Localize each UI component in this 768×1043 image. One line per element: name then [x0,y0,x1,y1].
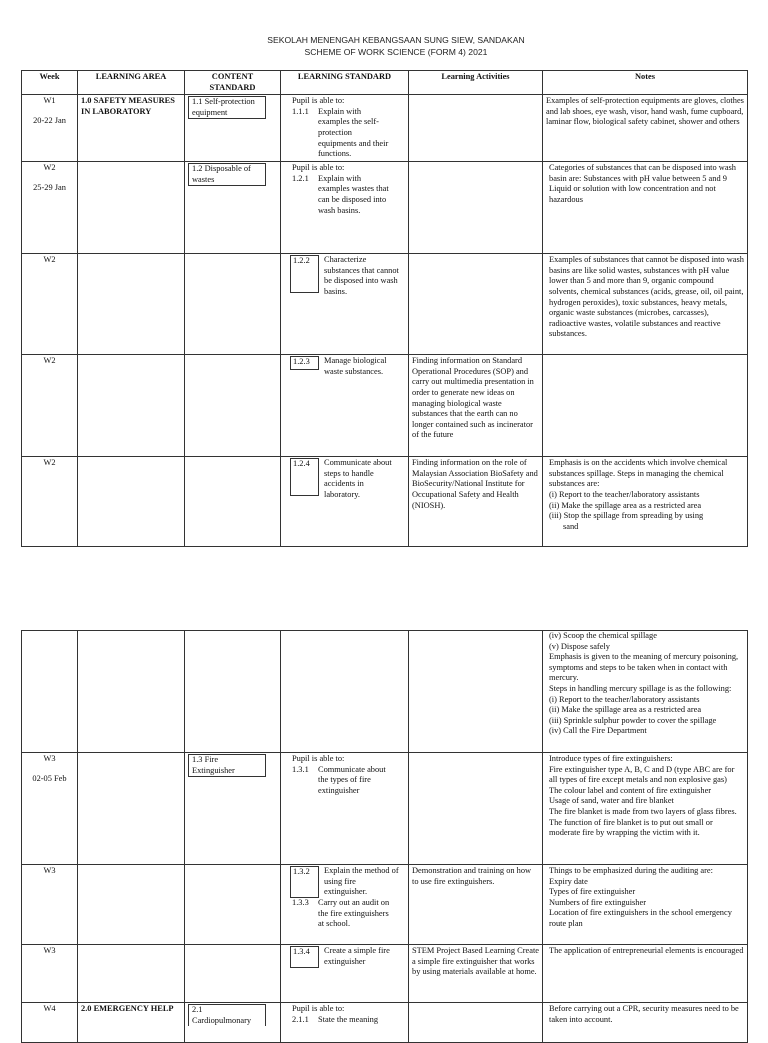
activities-cell [409,753,543,865]
week-cell [22,945,78,1003]
col-header-learning-activities: Learning Activities [409,71,543,95]
week-label: W1 [43,96,56,106]
activities-cell: Finding information on the role of Malaysian Association BioSafety and BioSecurity/National Institute for Occupational Safety and Health (NIOSH). [409,457,543,547]
learning-standard-cell [281,631,409,753]
ls-text: Explain with examples the self-protection equipments and their functions. [318,106,389,159]
note-line: (i) Report to the teacher/laboratory assistants [549,694,700,704]
activities-cell [409,95,543,162]
ls-intro: Pupil is able to: [292,96,345,106]
learning-standard-cell [281,457,409,547]
notes-cell: Categories of substances that can be disposed into wash basin are: Substances with pH value between 5 and 9 Liquid or solution with low concentration and not hazardous [543,162,748,254]
learning-standard-cell [281,865,409,945]
notes-cell: Examples of substances that cannot be disposed into wash basins are like solid wastes, substances with pH value lower than 5 and more than 9, organic compound solvents, chemical substances (acids, grease, oil, oil paint, hydrogen peroxides), toxic substances, heavy metals, organic waste substances (microbes, carcasses), radioactive wastes, volatile substances and reactive substances. [543,254,748,355]
week-cell [22,254,78,355]
note-line: Emphasis is on the accidents which involve chemical substances spillage. Steps in managing the chemical substances are: [549,458,728,489]
learning-standard-cell [281,945,409,1003]
content-standard-cell [185,631,281,753]
col-header-learning-area: LEARNING AREA [78,71,185,95]
note-line: (ii) Make the spillage area as a restricted area [549,500,702,510]
week-cell [22,865,78,945]
ls-text: Explain the method of using fire extinguisher. [324,866,399,897]
learning-area-cell [78,945,185,1003]
content-standard-cell [185,1003,281,1043]
activities-cell: STEM Project Based Learning Create a simple fire extinguisher that works by using materials available at home. [409,945,543,1003]
note-line: (v) Dispose safely [549,641,610,651]
week-label: W2 [43,458,56,468]
ls-text: Communicate about the types of fire extinguisher [318,764,386,795]
notes-cell [543,753,748,865]
note-line: The fire blanket is made from two layers of glass fibres. The function of fire blanket is to put out small or moderate fire by wrapping the victim with it. [549,806,737,838]
notes-cell: Before carrying out a CPR, security measures need to be taken into account. [543,1003,748,1043]
ls-text: Create a simple fire extinguisher [324,946,390,966]
week-cell [22,1003,78,1043]
table-row [22,945,748,1003]
ls-number: 1.3.1 [292,764,309,774]
week-cell [22,457,78,547]
ls-number: 2.1.1 [292,1014,309,1024]
ls-intro: Pupil is able to: [292,1004,345,1013]
learning-area-cell [78,753,185,865]
ls-text: Carry out an audit on the fire extinguishers at school. [318,898,390,929]
learning-area-cell [78,254,185,355]
document-school-name: SEKOLAH MENENGAH KEBANGSAAN SUNG SIEW, SANDAKAN [267,35,525,45]
learning-standard-cell [281,753,409,865]
learning-area-cell: 2.0 EMERGENCY HELP [78,1003,185,1043]
note-line: Expiry date [549,876,588,886]
note-line: (i) Report to the teacher/laboratory assistants [549,489,700,499]
ls-number: 1.1.1 [292,106,309,116]
ls-number: 1.2.4 [290,458,319,496]
table-row [22,95,748,162]
ls-number: 1.2.1 [292,173,309,183]
content-standard-cell [185,355,281,457]
content-standard-box: 2.1 Cardiopulmonary [188,1004,266,1026]
ls-text: State the meaning [318,1014,379,1024]
table-row [22,865,748,945]
learning-standard-cell [281,162,409,254]
table-row [22,457,748,547]
week-label: W3 [43,866,56,875]
week-label: W3 [43,754,56,763]
notes-cell [543,865,748,945]
table-row [22,355,748,457]
scheme-table-2 [21,630,748,1043]
content-standard-box: 1.3 Fire Extinguisher [188,754,266,777]
week-cell [22,95,78,162]
learning-area-cell: 1.0 SAFETY MEASURES IN LABORATORY [78,95,185,162]
note-line: Numbers of fire extinguisher [549,897,646,907]
ls-intro: Pupil is able to: [292,754,345,763]
col-header-learning-standard: LEARNING STANDARD [281,71,409,95]
content-standard-cell [185,162,281,254]
note-line: (iv) Call the Fire Department [549,726,647,736]
learning-area-cell [78,457,185,547]
week-label: W4 [43,1004,56,1013]
table-header-row [22,71,748,95]
week-cell [22,355,78,457]
note-line: Usage of sand, water and fire blanket [549,796,674,806]
col-header-notes: Notes [543,71,748,95]
week-cell [22,631,78,753]
ls-number: 1.2.3 [290,356,319,370]
learning-standard-cell [281,254,409,355]
week-label: W2 [43,255,56,265]
content-standard-cell [185,457,281,547]
ls-number: 1.3.4 [290,946,319,968]
note-line: (iii) Sprinkle sulphur powder to cover the spillage [549,715,717,725]
activities-cell [409,631,543,753]
note-line: Things to be emphasized during the auditing are: [549,866,713,875]
table-row [22,753,748,865]
learning-standard-cell [281,95,409,162]
table-row [22,254,748,355]
week-label: W3 [43,946,56,955]
learning-area-cell [78,162,185,254]
week-label: W2 [43,356,56,366]
activities-cell: Demonstration and training on how to use fire extinguishers. [409,865,543,945]
note-line: sand [563,521,579,531]
table-row [22,631,748,753]
note-line: Types of fire extinguisher [549,887,636,897]
week-date: 25-29 Jan [33,182,66,192]
ls-number: 1.2.2 [290,255,319,293]
note-line: Location of fire extinguishers in the school emergency route plan [549,908,732,928]
ls-text: Manage biological waste substances. [324,356,387,376]
col-header-content-standard: CONTENT STANDARD [185,71,281,95]
week-cell [22,162,78,254]
content-standard-cell [185,865,281,945]
note-line: Emphasis is given to the meaning of mercury poisoning, symptoms and steps to be taken when in contact with mercury. [549,652,739,683]
activities-cell [409,162,543,254]
learning-area-cell [78,631,185,753]
note-line: Introduce types of fire extinguishers: [549,754,673,763]
learning-standard-cell [281,1003,409,1043]
notes-cell: The application of entrepreneurial elements is encouraged [543,945,748,1003]
content-standard-cell [185,945,281,1003]
content-standard-cell [185,95,281,162]
content-standard-box: 1.1 Self-protection equipment [188,96,266,119]
learning-standard-cell [281,355,409,457]
scheme-table-1 [21,70,748,547]
activities-cell [409,1003,543,1043]
ls-text: Explain with examples wastes that can be disposed into wash basins. [318,173,389,215]
activities-cell [409,254,543,355]
content-standard-cell [185,254,281,355]
note-line: The colour label and content of fire extinguisher [549,785,712,795]
table-row [22,1003,748,1043]
content-standard-cell [185,753,281,865]
col-header-week: Week [22,71,78,95]
learning-area-cell [78,865,185,945]
ls-number: 1.3.3 [292,898,309,907]
note-line: Fire extinguisher type A, B, C and D (type ABC are for all types of fire except metals and non explosive gas) [549,764,735,785]
table-row [22,162,748,254]
ls-text: Characterize substances that cannot be disposed into wash basins. [324,255,399,296]
note-line: Steps in handling mercury spillage is as the following: [549,683,732,693]
ls-number: 1.3.2 [290,866,319,898]
note-line: (ii) Make the spillage area as a restricted area [549,705,702,715]
activities-cell: Finding information on Standard Operational Procedures (SOP) and carry out multimedia presentation in order to generate new ideas on managing biological waste substances that the earth can no longer contained such as incinerator of the future [409,355,543,457]
week-date: 20-22 Jan [33,115,66,125]
note-line: (iv) Scoop the chemical spillage [549,631,657,640]
ls-text: Communicate about steps to handle accidents in laboratory. [324,458,392,499]
notes-cell: Examples of self-protection equipments are gloves, clothes and lab shoes, eye wash, visor, hand wash, fume cupboard, laminar flow, biological safety cabinet, shower and others [543,95,748,162]
week-label: W2 [43,163,56,173]
week-cell [22,753,78,865]
week-date: 02-05 Feb [32,773,67,783]
note-line: (iii) Stop the spillage from spreading by using [549,511,704,521]
notes-cell [543,631,748,753]
ls-intro: Pupil is able to: [292,163,345,173]
content-standard-box: 1.2 Disposable of wastes [188,163,266,186]
notes-cell [543,457,748,547]
notes-cell [543,355,748,457]
document-title: SCHEME OF WORK SCIENCE (FORM 4) 2021 [304,47,488,57]
learning-area-cell [78,355,185,457]
